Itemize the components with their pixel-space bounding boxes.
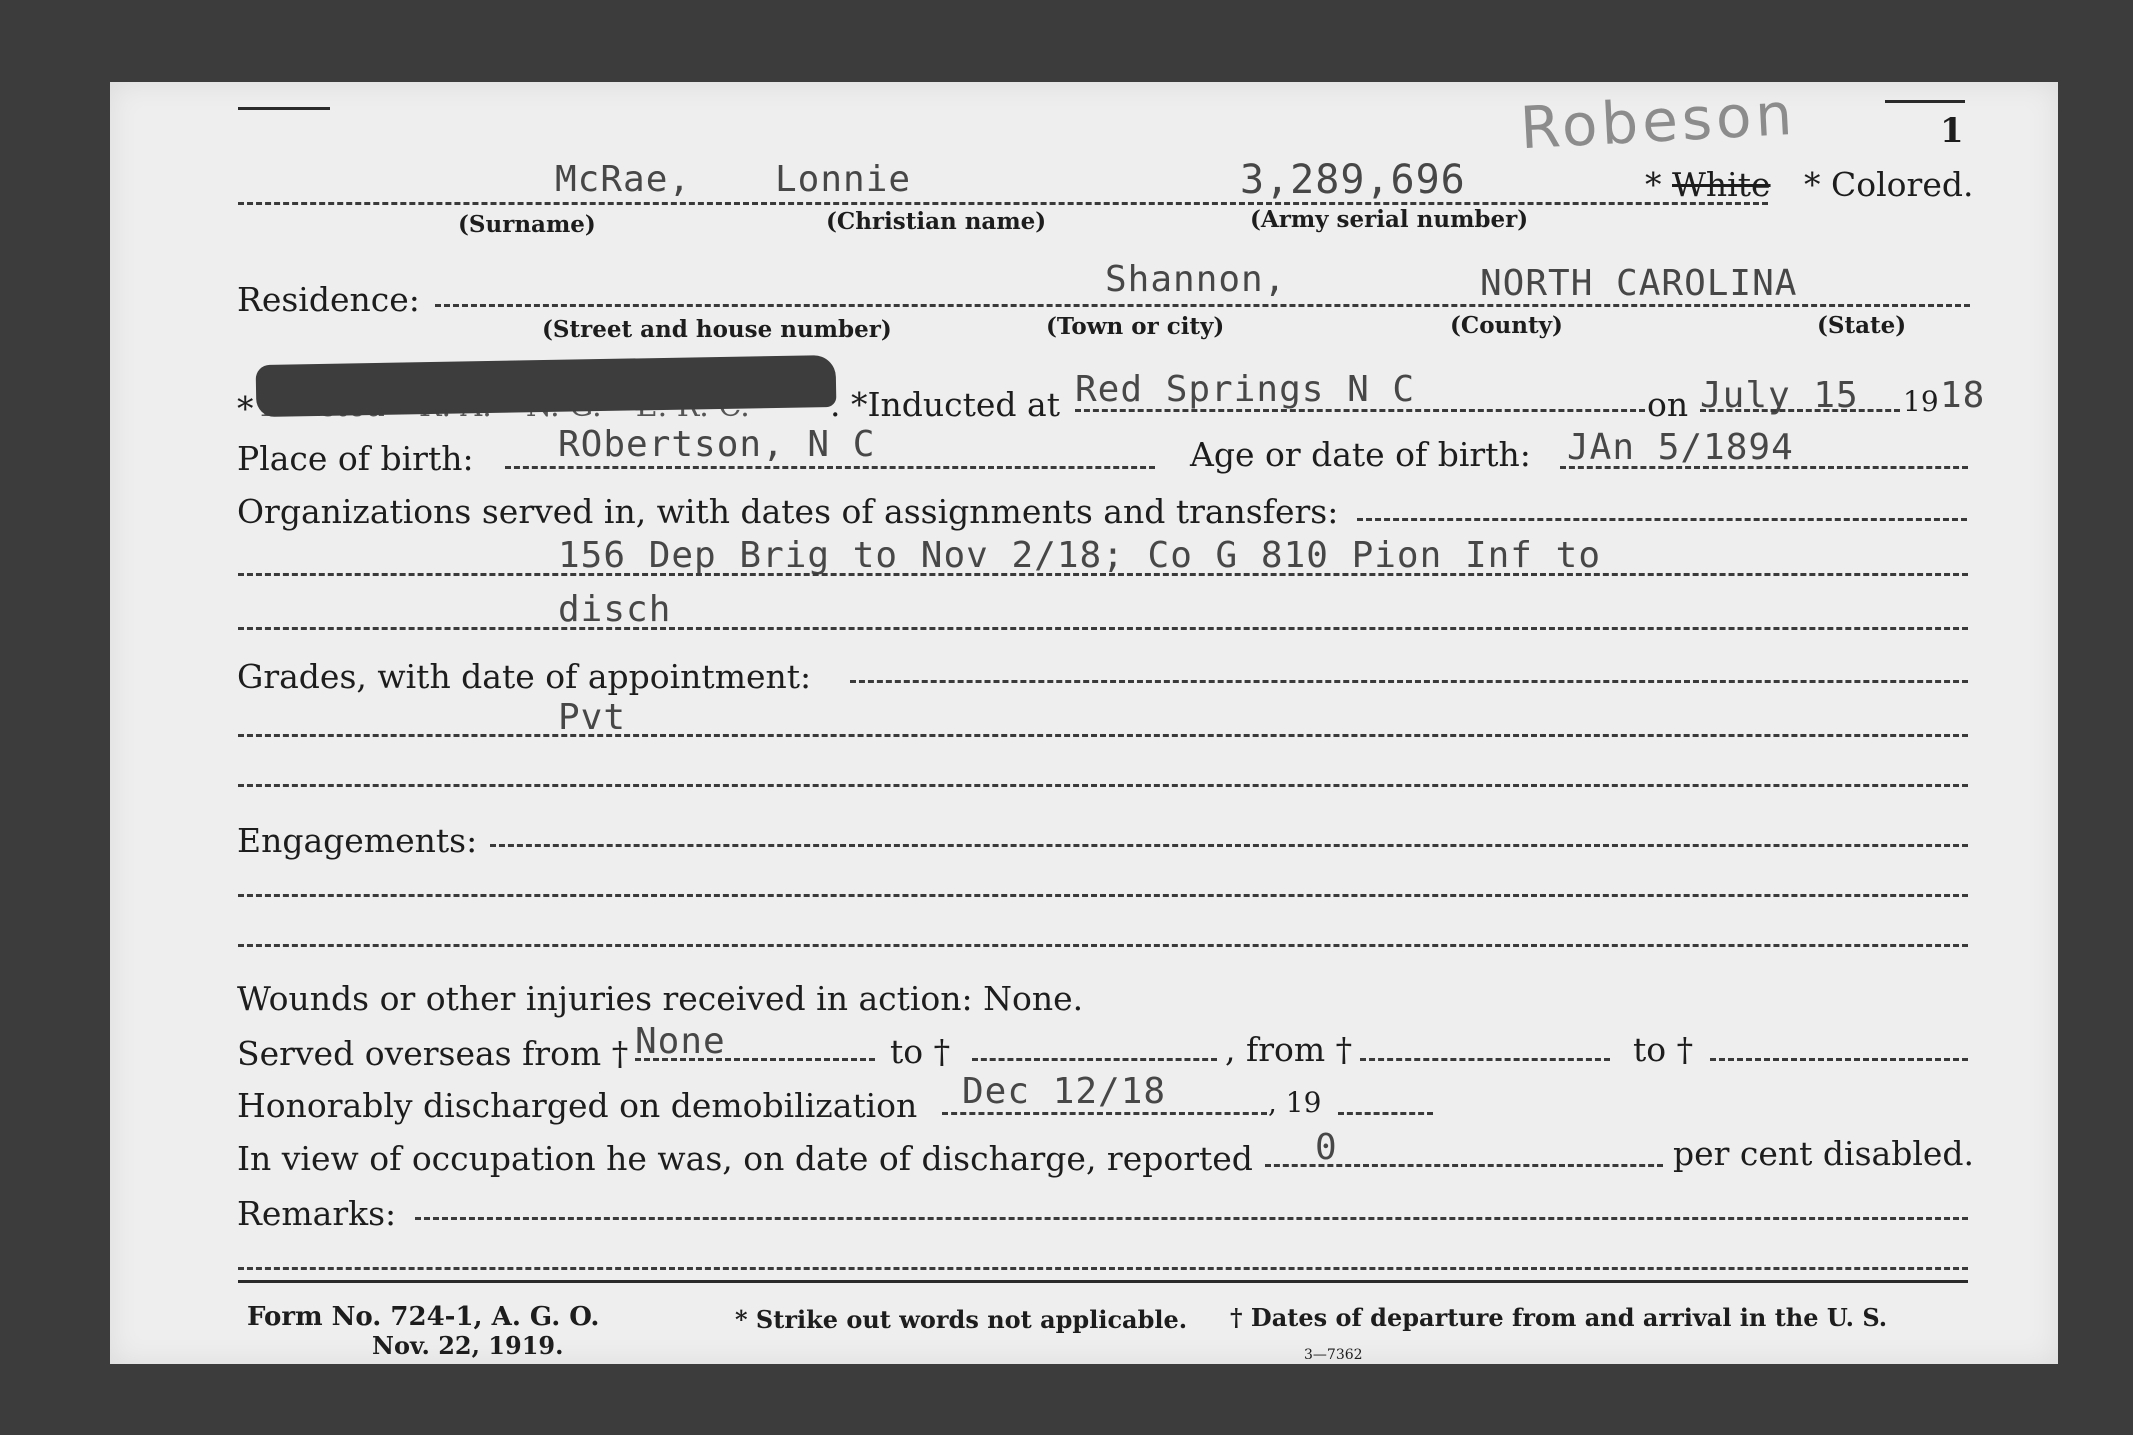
organizations-line2-value: disch (558, 589, 672, 630)
induction-date-line (1700, 409, 1900, 412)
disability-line (1265, 1164, 1663, 1167)
top-left-rule (238, 107, 330, 110)
induction-year: 18 (1940, 375, 1986, 416)
discharge-date-line (942, 1112, 1267, 1115)
organizations-line1-value: 156 Dep Brig to Nov 2/18; Co G 810 Pion Inf to (558, 535, 1601, 576)
engagements-line-2 (238, 944, 1968, 947)
overseas-to-label: to † (890, 1032, 951, 1071)
race-colored: * Colored. (1804, 165, 1974, 204)
inducted-place: Red Springs N C (1075, 369, 1416, 410)
disability-suffix: per cent disabled. (1673, 1134, 1975, 1173)
dates-note: † Dates of departure from and arrival in the U. S. (1230, 1303, 1888, 1332)
discharge-year-prefix: , 19 (1268, 1086, 1322, 1119)
footer-rule (238, 1280, 1968, 1283)
town-label: (Town or city) (1046, 313, 1225, 340)
surname-label: (Surname) (458, 211, 596, 238)
birth-place-value: RObertson, N C (558, 424, 876, 465)
form-date: Nov. 22, 1919. (372, 1331, 564, 1360)
grade-value: Pvt (558, 697, 627, 738)
christian-name-label: (Christian name) (826, 208, 1047, 235)
birth-place-line (505, 466, 1155, 469)
disability-label: In view of occupation he was, on date of discharge, reported (237, 1139, 1253, 1178)
birth-place-label: Place of birth: (237, 439, 474, 478)
inducted-line (1075, 409, 1645, 412)
print-code: 3—7362 (1304, 1347, 1363, 1363)
overseas-from2-label: , from † (1225, 1030, 1353, 1069)
engagements-label: Engagements: (237, 821, 478, 860)
birth-date-line (1560, 466, 1968, 469)
wounds-label: Wounds or other injuries received in action: None. (237, 979, 1084, 1018)
grades-line-1 (238, 734, 1968, 737)
overseas-from-value: None (635, 1021, 726, 1062)
race-white: * White (1645, 165, 1771, 204)
form-number: Form No. 724-1, A. G. O. (247, 1302, 600, 1332)
surname-value: McRae, (555, 159, 692, 200)
christian-name-value: Lonnie (775, 159, 912, 200)
induction-date: July 15 (1700, 375, 1859, 416)
street-label: (Street and house number) (542, 316, 892, 343)
state-label: (State) (1817, 312, 1907, 339)
residence-line (435, 304, 1970, 307)
grades-line-0 (850, 680, 1968, 683)
remarks-line-1 (238, 1267, 1968, 1270)
organizations-line-0 (1357, 518, 1967, 521)
grades-line-2 (238, 784, 1968, 787)
overseas-from2-line (1360, 1058, 1610, 1061)
county-label: (County) (1450, 312, 1563, 339)
discharge-year-line (1338, 1112, 1433, 1115)
overseas-to-line (972, 1058, 1217, 1061)
card-number: 1 (1940, 111, 1964, 151)
residence-town: Shannon, (1105, 259, 1287, 300)
organizations-label: Organizations served in, with dates of assignments and transfers: (237, 492, 1339, 531)
discharge-label: Honorably discharged on demobilization (237, 1086, 918, 1125)
organizations-line-2 (238, 627, 1968, 630)
strike-out-note: * Strike out words not applicable. (735, 1305, 1188, 1334)
birth-date-value: JAn 5/1894 (1567, 427, 1794, 468)
remarks-label: Remarks: (237, 1194, 397, 1233)
discharge-date-value: Dec 12/18 (962, 1071, 1167, 1112)
inducted-label: . *Inducted at (830, 385, 1060, 424)
remarks-line-0 (415, 1217, 1968, 1220)
name-line (238, 202, 1768, 205)
overseas-to2-label: to † (1633, 1030, 1694, 1069)
residence-state: NORTH CAROLINA (1480, 263, 1798, 304)
overseas-from-line (635, 1058, 875, 1061)
organizations-line-1 (238, 573, 1968, 576)
disability-value: 0 (1315, 1127, 1338, 1168)
residence-label: Residence: (237, 280, 420, 319)
overseas-to2-line (1710, 1058, 1968, 1061)
overseas-label: Served overseas from † (237, 1034, 629, 1073)
service-record-card (110, 79, 2058, 1364)
top-right-rule (1885, 100, 1965, 103)
induction-year-prefix: 19 (1903, 385, 1939, 418)
county-pencil-note: Robeson (1518, 79, 1798, 163)
birth-date-label: Age or date of birth: (1190, 435, 1531, 474)
on-label: on (1647, 385, 1689, 424)
engagements-line-1 (238, 894, 1968, 897)
redaction-bar (256, 355, 837, 417)
serial-label: (Army serial number) (1250, 206, 1529, 233)
grades-label: Grades, with date of appointment: (237, 657, 812, 696)
engagements-line-0 (490, 844, 1968, 847)
serial-number-value: 3,289,696 (1240, 157, 1466, 203)
enlisted-asterisk: * (237, 389, 254, 428)
